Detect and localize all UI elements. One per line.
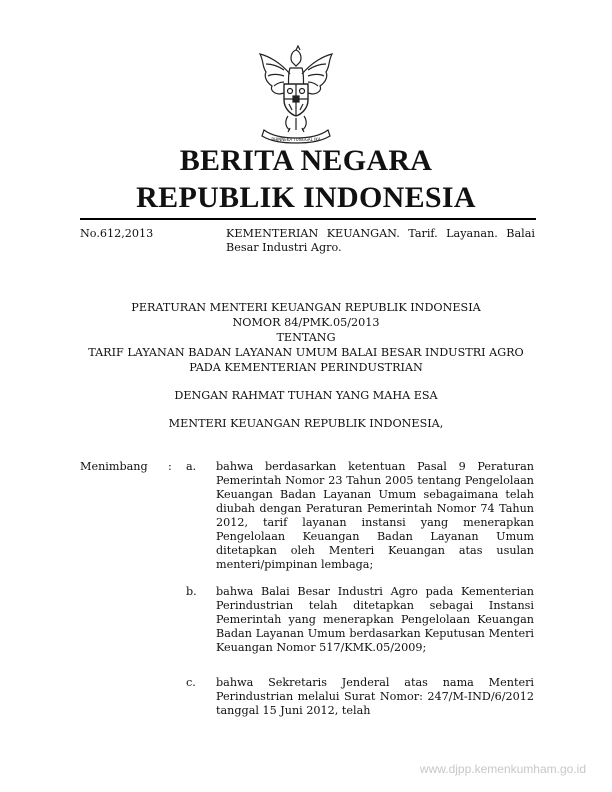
- masthead-line1: BERITA NEGARA: [179, 144, 433, 177]
- title-line3: TENTANG: [276, 331, 336, 344]
- gazette-subject: KEMENTERIAN KEUANGAN. Tarif. Layanan. Balai Besar Industri Agro.: [226, 227, 535, 254]
- masthead-line2: REPUBLIK INDONESIA: [136, 181, 476, 214]
- item-b-text: bahwa Balai Besar Industri Agro pada Kementerian Perindustrian telah ditetapkan sebagai Instansi Pemerintah yang menerapkan Pengelolaan Keuangan Badan Layanan Umum berdasarkan Keputusan Menteri Keuangan Nomor 517/KMK.05/2009;: [216, 585, 534, 654]
- footer-watermark[interactable]: www.djpp.kemenkumham.go.id: [419, 762, 586, 776]
- minister-line: MENTERI KEUANGAN REPUBLIK INDONESIA,: [168, 417, 444, 430]
- item-b-marker: b.: [186, 585, 197, 598]
- blessing-line: DENGAN RAHMAT TUHAN YANG MAHA ESA: [174, 389, 438, 402]
- masthead-rule: [80, 218, 536, 220]
- considering-label: Menimbang: [80, 460, 148, 473]
- item-c-text: bahwa Sekretaris Jenderal atas nama Menteri Perindustrian melalui Surat Nomor: 247/M-IND/6/2012 tanggal 15 Juni 2012, telah: [216, 676, 534, 717]
- item-a-marker: a.: [186, 460, 197, 473]
- title-line5: PADA KEMENTERIAN PERINDUSTRIAN: [189, 361, 423, 374]
- considering-colon: :: [168, 460, 172, 473]
- item-c-marker: c.: [186, 676, 196, 689]
- garuda-emblem: [254, 44, 338, 144]
- svg-text:BHINNEKA TUNGGAL IKA: BHINNEKA TUNGGAL IKA: [271, 137, 321, 142]
- title-line4: TARIF LAYANAN BADAN LAYANAN UMUM BALAI BESAR INDUSTRI AGRO: [88, 346, 524, 359]
- gazette-number: No.612,2013: [80, 227, 154, 240]
- item-a-text: bahwa berdasarkan ketentuan Pasal 9 Peraturan Pemerintah Nomor 23 Tahun 2005 tentang Pengelolaan Keuangan Badan Layanan Umum sebagaimana telah diubah dengan Peraturan Pemerintah Nomor 74 Tahun 2012, tarif layanan instansi yang menerapkan Pengelolaan Keuangan Badan Layanan Umum ditetapkan oleh Menteri Keuangan atas usulan menteri/pimpinan lembaga;: [216, 460, 534, 571]
- title-line2: NOMOR 84/PMK.05/2013: [232, 316, 380, 329]
- title-line1: PERATURAN MENTERI KEUANGAN REPUBLIK INDONESIA: [131, 301, 481, 314]
